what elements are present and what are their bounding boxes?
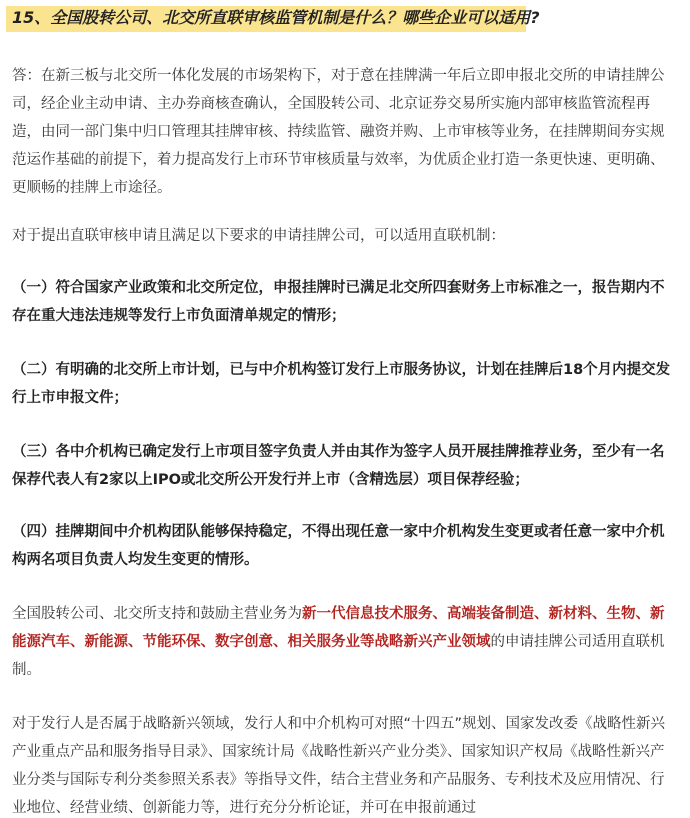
support-paragraph (12, 600, 678, 684)
condition-2: （二）有明确的北交所上市计划，已与中介机构签订发行上市服务协议，计划在挂牌后18个月内提交发行上市申报文件； (12, 362, 671, 406)
intro-paragraph: 对于提出直联审核申请且满足以下要求的申请挂牌公司，可以适用直联机制： (12, 228, 505, 244)
question-title: 15、全国股转公司、北交所直联审核监管机制是什么？哪些企业可以适用? (12, 8, 540, 27)
answer-paragraph: 答：在新三板与北交所一体化发展的市场架构下，对于意在挂牌满一年后立即申报北交所的申请挂牌公司，经企业主动申请、主办券商核查确认，全国股转公司、北京证券交易所实施内部审核监管流程再造，由同一部门集中归口管理其挂牌审核、持续监管、融资并购、上市审核等业务，在挂牌期间夯实规范运作基础的前提下，着力提高发行上市环节审核质量与效率，为优质企业打造一条更快速、更明确、更顺畅的挂牌上市途径。 (12, 68, 665, 196)
support-suffix: 的申请挂牌公司适用直联机制。 (12, 634, 665, 678)
issuer-paragraph: 对于发行人是否属于战略新兴领域，发行人和中介机构可对照“十四五”规划、国家发改委《战略性新兴产业重点产品和服务指导目录》、国家统计局《战略性新兴产业分类》、国家知识产权局《战略性新兴产业分类与国际专利分类参照关系表》等指导文件，结合主营业务和产品服务、专利技术及应用情况、行业地位、经营业绩、创新能力等，进行充分分析论证，并可在申报前通过 (12, 716, 666, 816)
support-prefix: 全国股转公司、北交所支持和鼓励主营业务为 (12, 606, 302, 622)
condition-1: （一）符合国家产业政策和北交所定位，申报挂牌时已满足北交所四套财务上市标准之一，报告期内不存在重大违法违规等发行上市负面清单规定的情形； (12, 280, 665, 324)
strategic-industries-highlight: 新一代信息技术服务、高端装备制造、新材料、生物、新能源汽车、新能源、节能环保、数字创意、相关服务业等战略新兴产业领域 (12, 606, 665, 650)
condition-4: （四）挂牌期间中介机构团队能够保持稳定，不得出现任意一家中介机构发生变更或者任意一家中介机构两名项目负责人均发生变更的情形。 (12, 524, 665, 568)
condition-3: （三）各中介机构已确定发行上市项目签字负责人并由其作为签字人员开展挂牌推荐业务，至少有一名保荐代表人有2家以上IPO或北交所公开发行并上市（含精选层）项目保荐经验； (12, 444, 665, 488)
